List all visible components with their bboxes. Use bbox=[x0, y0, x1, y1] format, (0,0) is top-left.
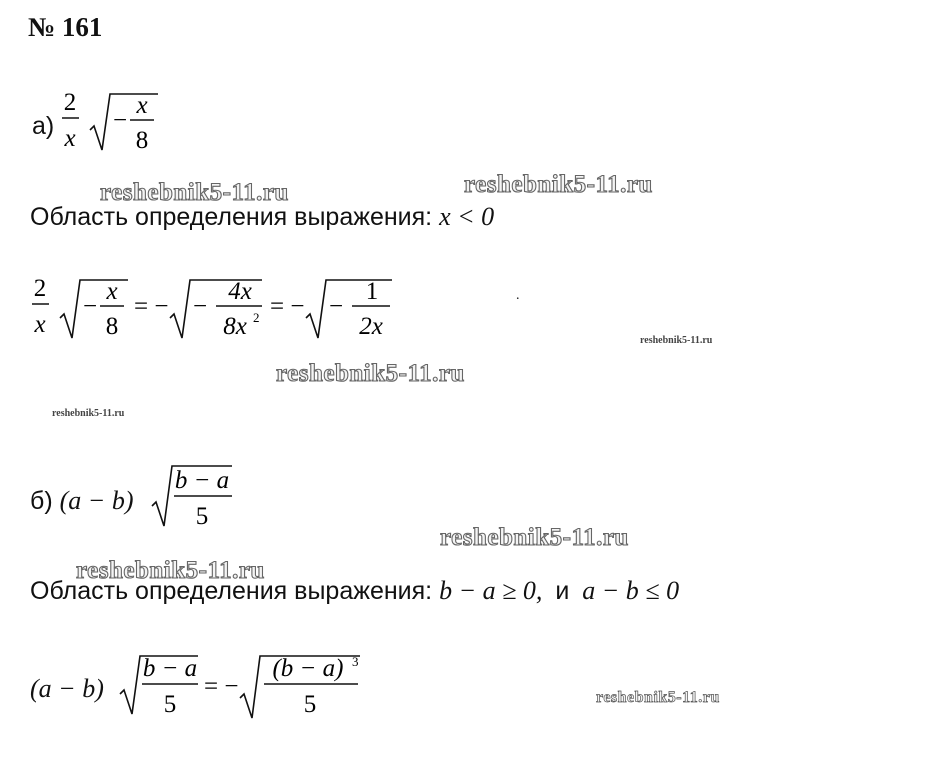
watermark: reshebnik5-11.ru bbox=[596, 689, 720, 706]
svg-text:(b − a): (b − a) bbox=[272, 655, 344, 682]
part-b-step-factor: (a − b) bbox=[30, 674, 104, 703]
inner-den: 8 bbox=[135, 127, 149, 154]
domain-cond-2: a − b ≤ 0 bbox=[582, 576, 680, 605]
frac-num: 2 bbox=[63, 89, 77, 116]
svg-text:2: 2 bbox=[253, 310, 260, 325]
part-b-label bbox=[30, 486, 133, 516]
svg-text:2x: 2x bbox=[359, 313, 383, 340]
part-a-label: а) bbox=[32, 112, 55, 140]
watermark: reshebnik5-11.ru bbox=[640, 335, 713, 346]
part-b-factor: (a − b) bbox=[59, 486, 134, 515]
domain-and: и bbox=[555, 577, 570, 605]
domain-cond: x < 0 bbox=[439, 202, 495, 231]
watermark: reshebnik5-11.ru bbox=[52, 408, 125, 419]
svg-text:b − a: b − a bbox=[142, 655, 198, 682]
svg-text:= −: = − bbox=[270, 293, 305, 320]
svg-text:1: 1 bbox=[365, 278, 379, 305]
svg-text:8x: 8x bbox=[223, 313, 247, 340]
svg-text:x: x bbox=[34, 311, 46, 338]
inner-num: x bbox=[136, 92, 148, 119]
part-b-letter: б) bbox=[30, 487, 53, 515]
svg-text:5: 5 bbox=[195, 503, 209, 530]
part-a-expression bbox=[60, 88, 180, 158]
svg-text:5: 5 bbox=[303, 691, 317, 718]
svg-text:−: − bbox=[329, 293, 344, 320]
svg-text:−: − bbox=[193, 293, 208, 320]
svg-text:b − a: b − a bbox=[174, 467, 230, 494]
svg-text:x: x bbox=[106, 278, 118, 305]
watermark: reshebnik5-11.ru bbox=[464, 171, 653, 198]
watermark: reshebnik5-11.ru bbox=[440, 524, 629, 551]
watermark: reshebnik5-11.ru bbox=[276, 360, 465, 387]
svg-text:−: − bbox=[83, 293, 98, 320]
root-minus: − bbox=[113, 107, 128, 134]
svg-text:5: 5 bbox=[163, 691, 177, 718]
domain-cond-1: b − a ≥ 0, bbox=[439, 576, 543, 605]
watermark: reshebnik5-11.ru bbox=[100, 179, 289, 206]
stray-dot: . bbox=[516, 288, 520, 303]
svg-text:3: 3 bbox=[352, 654, 359, 669]
domain-text: Область определения выражения: bbox=[30, 577, 433, 605]
svg-text:4x: 4x bbox=[228, 278, 252, 305]
svg-text:2: 2 bbox=[33, 275, 47, 302]
domain-text: Область определения выражения: bbox=[30, 203, 433, 231]
frac-den: x bbox=[64, 125, 76, 152]
svg-text:8: 8 bbox=[105, 313, 119, 340]
part-b-step bbox=[118, 648, 378, 723]
svg-text:= −: = − bbox=[134, 293, 169, 320]
svg-text:= −: = − bbox=[204, 673, 239, 700]
problem-number: № 161 bbox=[28, 12, 103, 42]
watermark: reshebnik5-11.ru bbox=[76, 557, 265, 584]
part-a-step bbox=[30, 272, 430, 347]
part-b-expression bbox=[150, 460, 250, 535]
